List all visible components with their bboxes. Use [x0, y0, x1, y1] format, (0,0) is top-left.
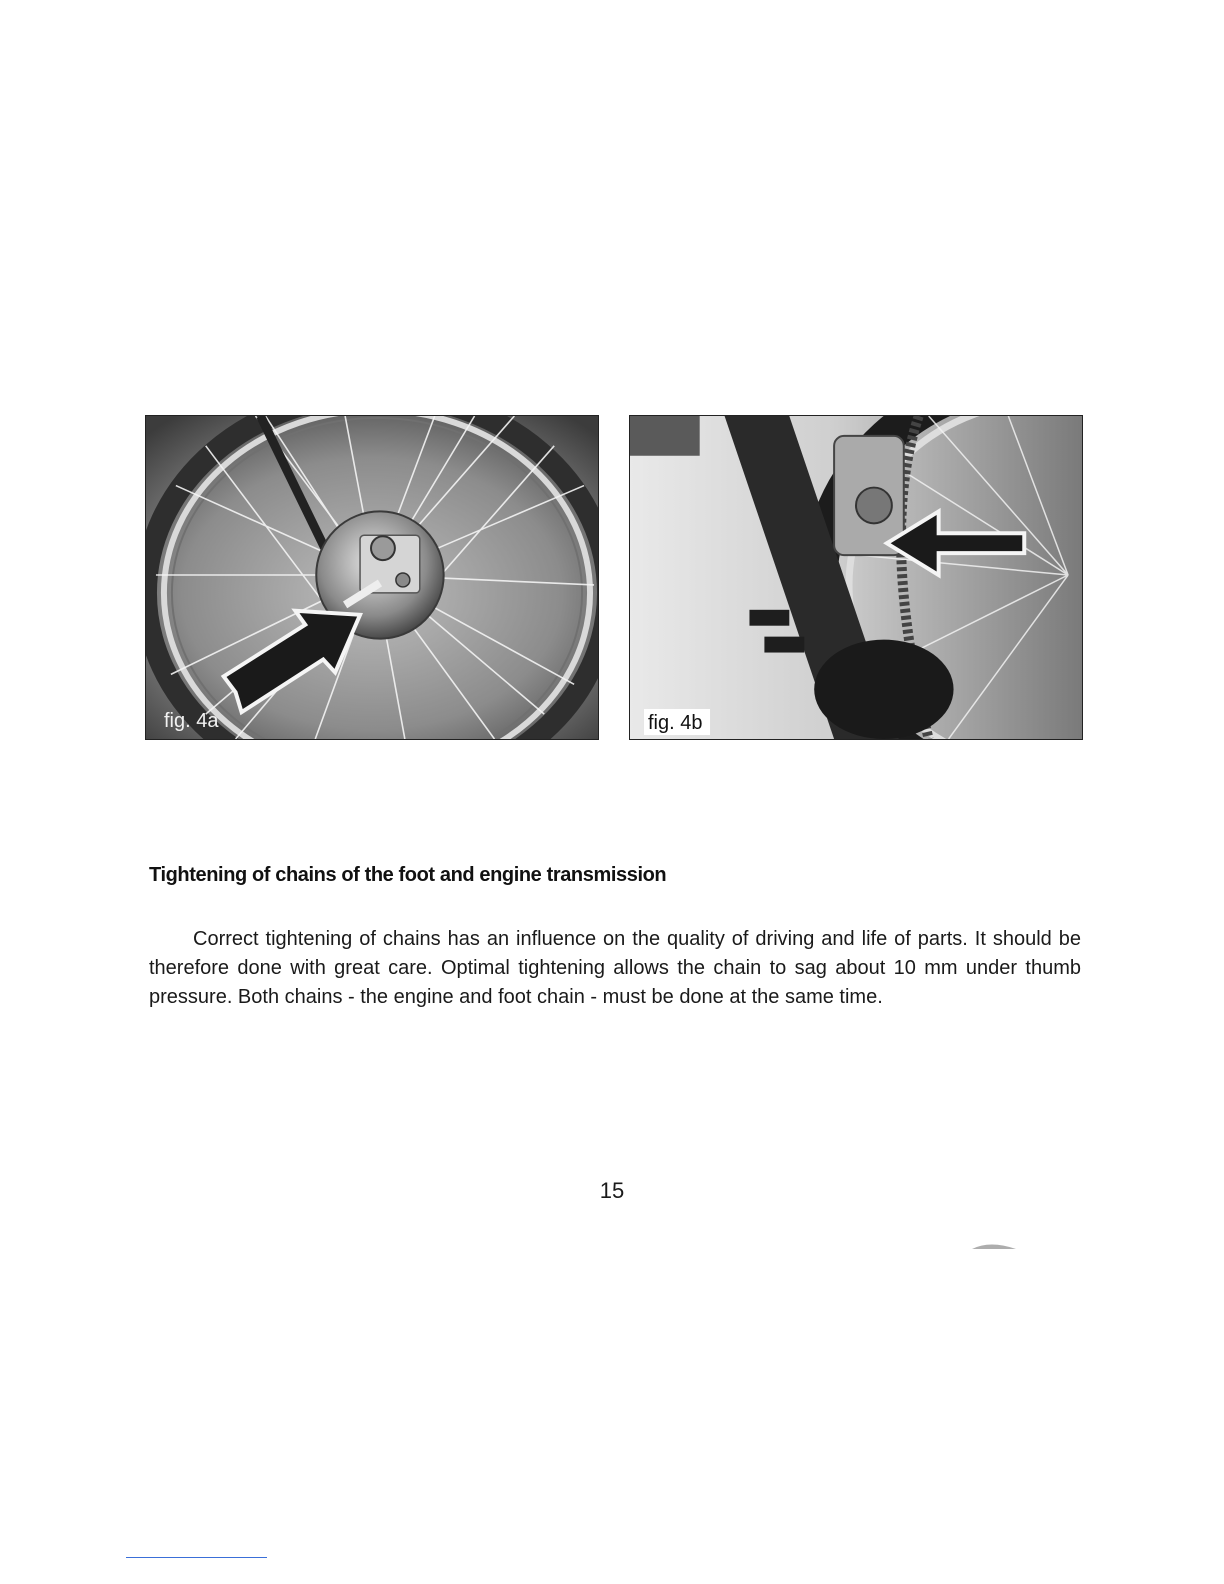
page-number: 15 — [599, 1178, 625, 1203]
figure-4a — [145, 415, 599, 740]
figure-4a-label: fig. 4a — [164, 710, 219, 732]
figure-4b — [629, 415, 1083, 740]
footer-rule — [126, 1557, 267, 1558]
chain-tensioner-photo — [630, 416, 1082, 739]
section-title: Tightening of chains of the foot and engine transmission — [149, 864, 667, 886]
figure-4b-label: fig. 4b — [644, 709, 710, 735]
wheel-hub-photo — [146, 416, 598, 739]
body-paragraph: Correct tightening of chains has an influence on the quality of driving and life of parts. It should be therefore done with great care. Optimal tightening allows the chain to sag about 10 mm under thumb pressure. Both chains - the engine and foot chain - must be done at the same time. — [149, 928, 1081, 1008]
scan-smudge — [970, 1240, 1018, 1250]
